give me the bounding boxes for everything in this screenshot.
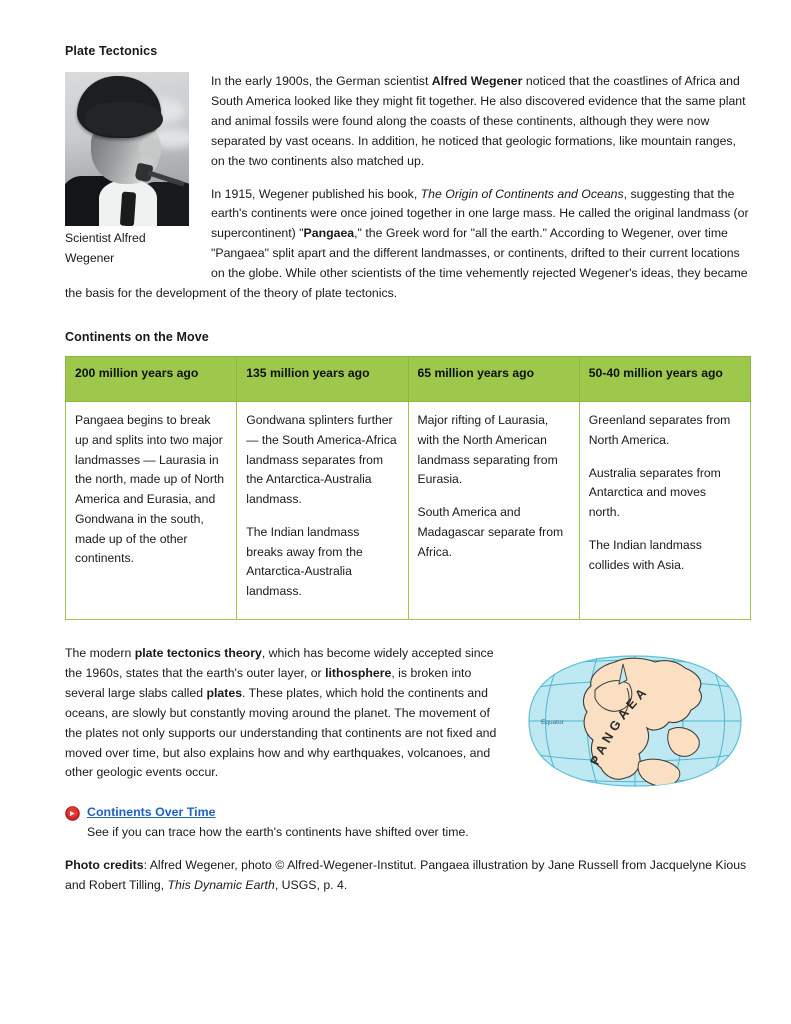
pangaea-term: Pangaea bbox=[303, 226, 355, 241]
cell-paragraph: Pangaea begins to break up and splits into two major landmasses — Laurasia in the north, made up of North America and Eurasia, and Gondwana in the south, made up of the other continents. bbox=[75, 412, 225, 566]
table-header-cell: 135 million years ago bbox=[237, 356, 408, 401]
cell-paragraph: Major rifting of Laurasia, with the North American landmass separating from Eurasia. bbox=[417, 412, 558, 487]
document-content bbox=[65, 44, 751, 896]
table-cell bbox=[408, 401, 579, 619]
continents-on-the-move-heading: Continents on the Move bbox=[65, 329, 209, 344]
photo-credits bbox=[65, 856, 751, 896]
table-header-cell: 200 million years ago bbox=[66, 356, 237, 401]
intro-p2-text-a: In 1915, Wegener published his book, bbox=[211, 186, 421, 201]
table-header-cell: 50-40 million years ago bbox=[579, 356, 750, 401]
plates-term: plates bbox=[206, 685, 243, 700]
continents-over-time-link[interactable]: Continents Over Time bbox=[87, 804, 216, 819]
photo-fur-hat-brim bbox=[85, 102, 163, 136]
cell-paragraph: Australia separates from Antarctica and moves north. bbox=[588, 465, 721, 520]
pangaea-globe-illustration bbox=[519, 650, 751, 792]
table-cell bbox=[66, 401, 237, 619]
photo-credits-text-a: : Alfred Wegener, photo © Alfred-Wegener-Institut. Pangaea illustration by Jane Russell from Jacquelyne Kious and Robert Tilling, bbox=[65, 858, 747, 892]
table-row bbox=[66, 401, 751, 619]
photo-credits-label: Photo credits bbox=[65, 858, 144, 872]
table-cell bbox=[237, 401, 408, 619]
modern-text-c: , is broken into several large slabs called bbox=[65, 665, 472, 700]
cell-paragraph: The Indian landmass breaks away from the Antarctica-Australia landmass. bbox=[246, 524, 363, 599]
alfred-wegener-name: Alfred Wegener bbox=[431, 74, 523, 88]
wegener-photo-block bbox=[65, 72, 189, 269]
activity-description: See if you can trace how the earth's continents have shifted over time. bbox=[87, 825, 469, 840]
lithosphere-term: lithosphere bbox=[325, 665, 392, 680]
intro-p2-text-b: , suggesting that the earth's continents were once joined together in one large mass. He called the original landmass (or supercontinent) " bbox=[211, 186, 749, 241]
modern-text-b: , which has become widely accepted since the 1960s, states that the earth's outer layer, or bbox=[65, 645, 494, 680]
modern-text-a: The modern bbox=[65, 645, 135, 660]
modern-text-d: . These plates, which hold the continents and oceans, are slowly but constantly moving around the planet. The movement of the plates not only supports our understanding that continents are not fixed and moved over time, but also explains how and why earthquakes, volcanoes, and other geologic events occur. bbox=[65, 685, 497, 780]
photo-credits-text-b: , USGS, p. 4. bbox=[274, 877, 348, 892]
cell-paragraph: Gondwana splinters further — the South America-Africa landmass separates from the Antarctica-Australia landmass. bbox=[246, 412, 397, 507]
photo-necktie bbox=[120, 192, 136, 226]
cell-paragraph: Greenland separates from North America. bbox=[588, 412, 731, 447]
intro-p1-text-b: noticed that the coastlines of Africa and South America looked like they might fit together. He also discovered evidence that the same plant and animal fossils were found along the coasts of these continents, although they were now separated by vast oceans. In addition, he noticed that geologic formations, like mountain ranges, on the two continents also matched up. bbox=[211, 74, 746, 168]
photo-caption: Scientist Alfred Wegener bbox=[65, 231, 146, 265]
intro-p1-text-a: In the early 1900s, the German scientist bbox=[211, 74, 432, 88]
pangaea-label: PANGAEA bbox=[586, 682, 652, 768]
pangaea-svg bbox=[519, 650, 751, 792]
intro-p2-text-c: ," the Greek word for "all the earth." According to Wegener, over time "Pangaea" split apart and the different landmasses, or continents, drifted to their current locations on the globe. While other scientists of the time vehemently rejected Wegener's ideas, they became the basis for the development of the theory of plate tectonics. bbox=[65, 226, 748, 301]
page-title: Plate Tectonics bbox=[65, 44, 158, 58]
photo-nose bbox=[139, 138, 161, 160]
plate-tectonics-theory-term: plate tectonics theory bbox=[134, 645, 262, 660]
continents-timeline-table bbox=[65, 356, 751, 620]
cell-paragraph: The Indian landmass collides with Asia. bbox=[588, 537, 702, 572]
table-header-row bbox=[66, 356, 751, 401]
cell-paragraph: South America and Madagascar separate from Africa. bbox=[417, 505, 564, 559]
table-cell bbox=[579, 401, 750, 619]
dynamic-earth-title: This Dynamic Earth bbox=[167, 877, 275, 892]
alfred-wegener-photo bbox=[65, 72, 189, 226]
equator-label: Equator bbox=[541, 718, 564, 726]
red-arrow-icon[interactable] bbox=[65, 806, 80, 821]
table-header-cell: 65 million years ago bbox=[408, 356, 579, 401]
book-title: The Origin of Continents and Oceans bbox=[420, 186, 624, 201]
activity-link-row[interactable] bbox=[65, 804, 751, 821]
